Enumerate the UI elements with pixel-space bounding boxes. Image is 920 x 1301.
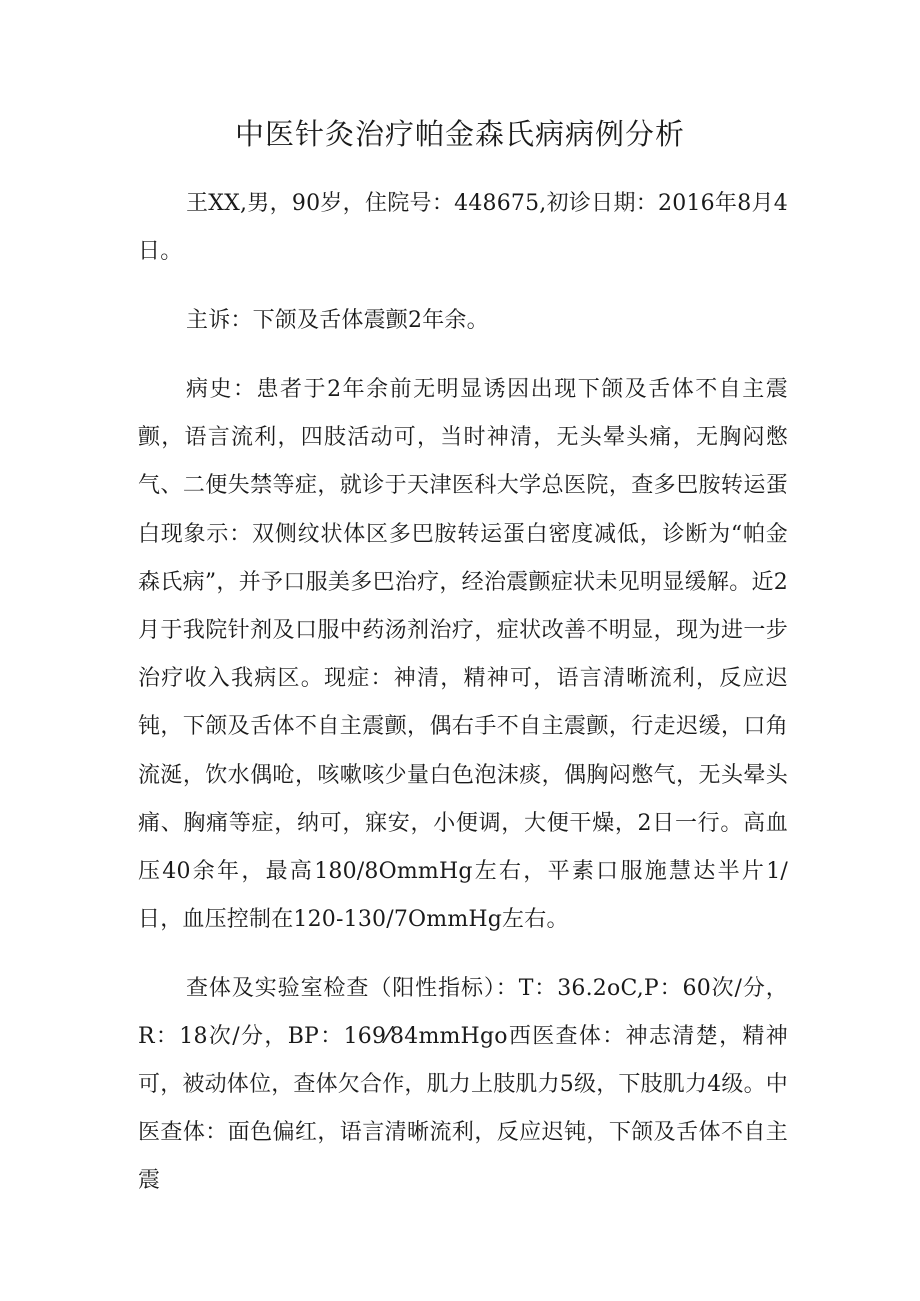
medical-history-paragraph: 病史：患者于2年余前无明显诱因出现下颌及舌体不自主震颤，语言流利，四肢活动可，当时神清，无头晕头痛，无胸闷憋气、二便失禁等症，就诊于天津医科大学总医院，查多巴胺转运蛋白现象示：双侧纹状体区多巴胺转运蛋白密度减低，诊断为“帕金森氏病”，并予口服美多巴治疗，经治震颤症状未见明显缓解。近2月于我院针剂及口服中药汤剂治疗，症状改善不明显，现为进一步治疗收入我病区。现症：神清，精神可，语言清晰流利，反应迟钝，下颌及舌体不自主震颤，偶右手不自主震颤，行走迟缓，口角流涎，饮水偶呛，咳嗽咳少量白色泡沫痰，偶胸闷憋气，无头晕头痛、胸痛等症，纳可，寐安，小便调，大便干燥，2日一行。高血压40余年，最高180/8OmmHg左右，平素口服施慧达半片1/日，血压控制在120-130/7OmmHg左右。 bbox=[138, 377, 788, 933]
examination-paragraph: 查体及实验室检查（阳性指标）：T：36.2oC,P：60次/分，R：18次/分，BP：169⁄84mmHgo西医查体：神志清楚，精神可，被动体位，查体欠合作，肌力上肢肌力5级，下肢肌力4级。中医查体：面色偏红，语言清晰流利，反应迟钝，下颌及舌体不自主震 bbox=[138, 976, 788, 1193]
chief-complaint-paragraph: 主诉：下颌及舌体震颤2年余。 bbox=[186, 308, 489, 333]
document-title: 中医针灸治疗帕金森氏病病例分析 bbox=[234, 117, 685, 151]
patient-info-paragraph: 王XX,男，90岁，住院号：448675,初诊日期：2016年8月4日。 bbox=[138, 191, 788, 264]
